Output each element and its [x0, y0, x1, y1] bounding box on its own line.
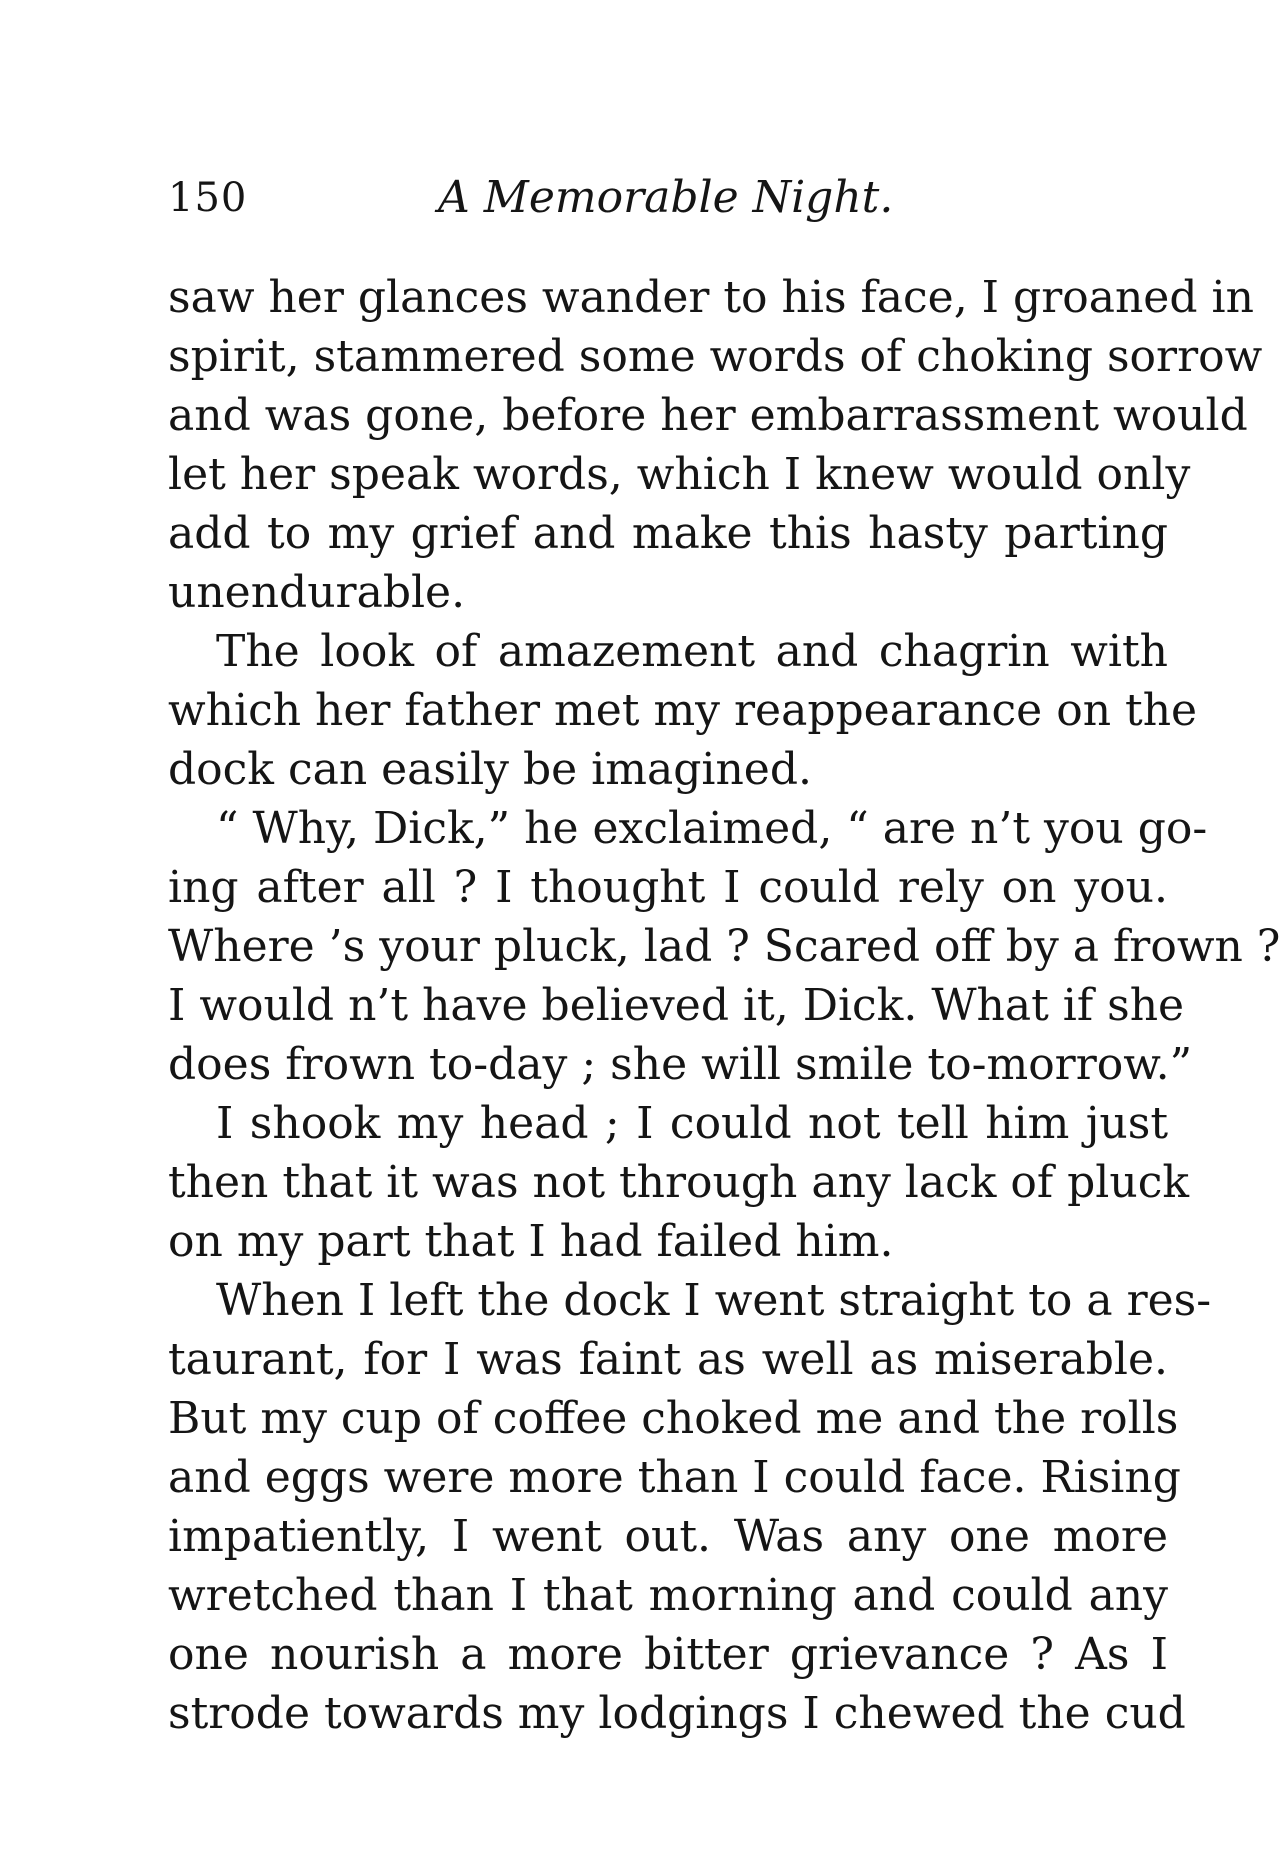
text-line: one nourish a more bitter grievance ? As I [168, 1629, 1168, 1680]
text-line: and was gone, before her embarrassment would [168, 390, 1248, 441]
text-line: spirit, stammered some words of choking sorrow [168, 331, 1263, 382]
text-line: unendurable. [168, 567, 466, 618]
running-title: A Memorable Night. [438, 172, 894, 223]
text-line: then that it was not through any lack of pluck [168, 1157, 1190, 1208]
text-line: let her speak words, which I knew would only [168, 449, 1191, 500]
text-line: But my cup of coffee choked me and the rolls [168, 1393, 1179, 1444]
text-line: When I left the dock I went straight to a res- [216, 1275, 1212, 1326]
text-line: on my part that I had failed him. [168, 1216, 894, 1267]
text-line: wretched than I that morning and could any [168, 1570, 1168, 1621]
text-line: Where ’s your pluck, lad ? Scared off by a frown ? [168, 921, 1281, 972]
text-line: which her father met my reappearance on the [168, 685, 1198, 736]
text-line: and eggs were more than I could face. Rising [168, 1452, 1181, 1503]
running-head [160, 168, 894, 228]
text-line: does frown to-day ; she will smile to-morrow.” [168, 1039, 1193, 1090]
text-line: The look of amazement and chagrin with [216, 626, 1168, 677]
text-line: “ Why, Dick,” he exclaimed, “ are n’t you go- [216, 803, 1208, 854]
text-line: I would n’t have believed it, Dick. What if she [168, 980, 1185, 1031]
text-line: add to my grief and make this hasty parting [168, 508, 1168, 559]
text-line: impatiently, I went out. Was any one more [168, 1511, 1168, 1562]
text-line: strode towards my lodgings I chewed the cud [168, 1688, 1186, 1739]
body-text [168, 268, 1281, 1743]
text-line: ing after all ? I thought I could rely on you. [168, 862, 1168, 913]
text-line: I shook my head ; I could not tell him just [216, 1098, 1168, 1149]
text-line: taurant, for I was faint as well as miserable. [168, 1334, 1168, 1385]
page-number: 150 [168, 175, 248, 221]
text-line: saw her glances wander to his face, I groaned in [168, 272, 1254, 323]
text-line: dock can easily be imagined. [168, 744, 812, 795]
